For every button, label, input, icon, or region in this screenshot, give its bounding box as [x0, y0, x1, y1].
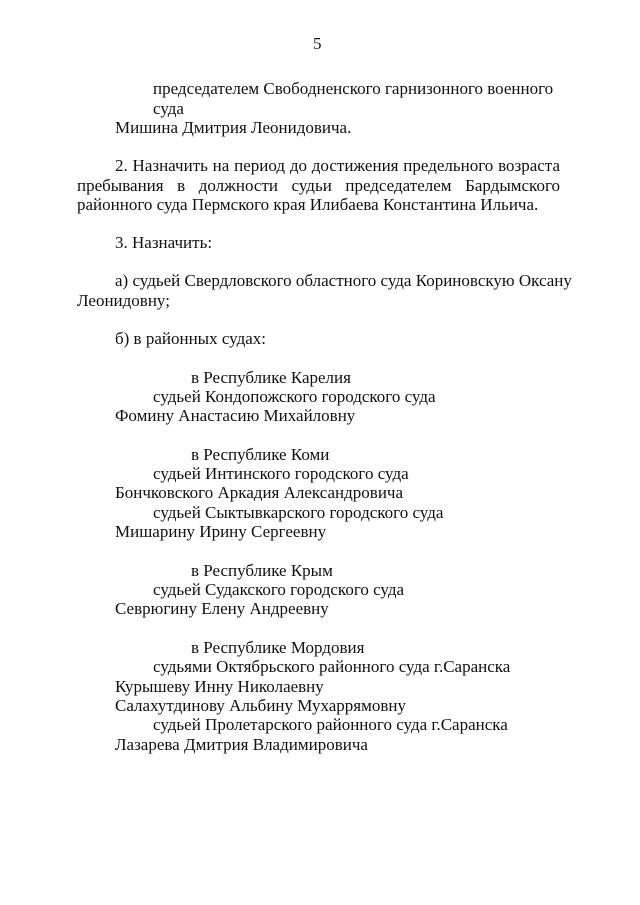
mordovia-person3: Лазарева Дмитрия Владимировича [115, 735, 368, 754]
block1-line2: суда [153, 99, 184, 118]
block1-line3: Мишина Дмитрия Леонидовича. [115, 118, 352, 137]
crimea-person: Севрюгину Елену Андреевну [115, 599, 329, 618]
page-number: 5 [313, 34, 322, 53]
karelia-person: Фомину Анастасию Михайловну [115, 406, 356, 425]
mordovia-person2: Салахутдинову Альбину Мухаррямовну [115, 696, 406, 715]
item3-a-line1: а) судьей Свердловского областного суда Кориновскую Оксану [115, 271, 572, 290]
mordovia-person1: Курышеву Инну Николаевну [115, 677, 324, 696]
karelia-court: судьей Кондопожского городского суда [153, 387, 436, 406]
komi-court1: судьей Интинского городского суда [153, 464, 409, 483]
komi-court2: судьей Сыктывкарского городского суда [153, 503, 444, 522]
item3-heading: 3. Назначить: [115, 233, 213, 252]
mordovia-court1: судьями Октябрьского районного суда г.Саранска [153, 657, 511, 676]
karelia-region: в Республике Карелия [191, 368, 351, 387]
item2-line2: пребывания в должности судьи председателем Бардымского [77, 176, 560, 195]
crimea-region: в Республике Крым [191, 561, 333, 580]
komi-person2: Мишарину Ирину Сергеевну [115, 522, 327, 541]
crimea-court: судьей Судакского городского суда [153, 580, 405, 599]
item3-a-line2: Леонидовну; [77, 291, 170, 310]
item3-b-heading: б) в районных судах: [115, 329, 267, 348]
mordovia-court2: судьей Пролетарского районного суда г.Саранска [153, 715, 508, 734]
item2-line3: районного суда Пермского края Илибаева Константина Ильича. [77, 195, 539, 214]
mordovia-region: в Республике Мордовия [191, 638, 365, 657]
item2-line1: 2. Назначить на период до достижения предельного возраста [115, 156, 560, 175]
block1-line1: председателем Свободненского гарнизонного военного [153, 79, 554, 98]
komi-region: в Республике Коми [191, 445, 330, 464]
komi-person1: Бончковского Аркадия Александровича [115, 483, 404, 502]
